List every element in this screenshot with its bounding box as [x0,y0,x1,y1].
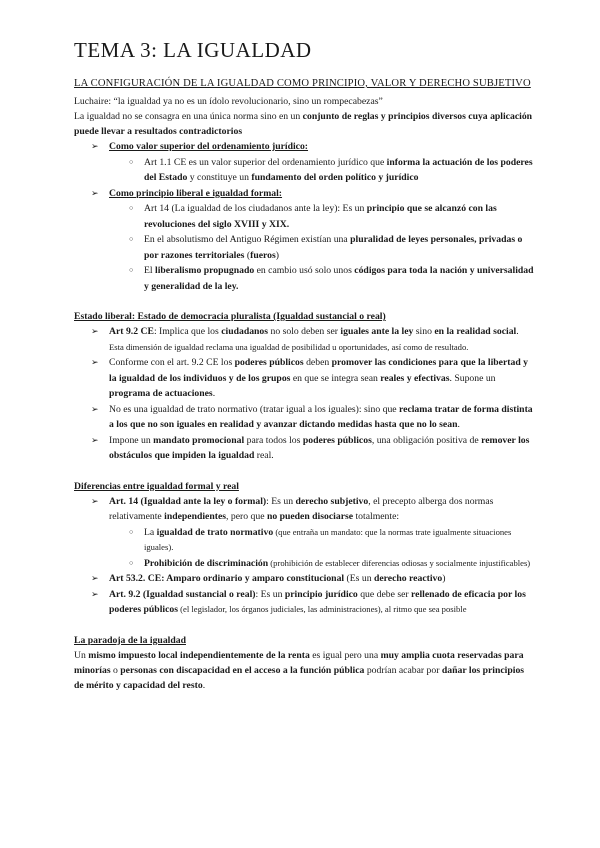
list-item: ○ La igualdad de trato normativo (que entraña un mandato: que la normas trate igualmente situaciones iguales). [129,526,512,552]
list-item: ○ Art 1.1 CE es un valor superior del ordenamiento jurídico que informa la actuación de los poderes del Estado y constituye un fundamento del orden político y jurídico [129,156,533,183]
list-item: ➢ Art. 14 (Igualdad ante la ley o formal): Es un derecho subjetivo, el precepto alberga dos normas relativamente independientes, pero que no pueden disociarse totalmente: [91,495,494,522]
circle-bullet-icon: ○ [129,266,134,274]
circle-bullet-icon: ○ [129,558,134,567]
arrow-bullet-icon: ➢ [91,434,99,445]
page-title: TEMA 3: LA IGUALDAD [74,38,312,62]
list-item: ➢ Art. 9.2 (Igualdad sustancial o real): Es un principio jurídico que debe ser rellenado de eficacia por los poderes públicos (el legislador, los órganos judiciales, las administraciones), al ritmo que sea posible [91,588,526,615]
list-item: ○ Prohibición de discriminación (prohibición de establecer diferencias odiosas y socialmente injustificables) [74,556,534,572]
list-item: ➢ Impone un mandato promocional para todos los poderes públicos, una obligación positiva de remover los obstáculos que impiden la igualdad real. [91,434,530,461]
arrow-bullet-icon: ➢ [91,495,99,506]
circle-bullet-icon: ○ [129,527,134,536]
list-item: ➢ Como valor superior del ordenamiento jurídico: [74,139,534,155]
list-item: ➢ Art 53.2. CE: Amparo ordinario y amparo constitucional (Es un derecho reactivo) [74,571,534,587]
document-page [74,38,534,693]
paradox-paragraph: Un mismo impuesto local independientemente de la renta es igual pero una muy amplia cuota reservadas para minorías o personas con discapacidad en el acceso a la función pública podrían acabar por dañar los principios de mérito y capacidad del resto. [74,649,525,691]
intro-paragraph: La igualdad no se consagra en una única norma sino en un conjunto de reglas y principios diversos cuya aplicación puede llevar a resultados contradictorios [74,111,533,137]
subtitle: LA CONFIGURACIÓN DE LA IGUALDAD COMO PRINCIPIO, VALOR Y DERECHO SUBJETIVO [74,78,531,89]
list-item: ○ Art 14 (La igualdad de los ciudadanos ante la ley): Es un principio que se alcanzó con las revoluciones del siglo XVIII y XIX. [129,203,497,230]
section2-list [74,324,534,464]
section-heading: Diferencias entre igualdad formal y real [74,480,239,492]
arrow-bullet-icon: ➢ [91,573,99,583]
list-item: ○ En el absolutismo del Antiguo Régimen existían una pluralidad de leyes personales, privadas o por razones territoriales (fueros) [129,234,523,261]
arrow-bullet-icon: ➢ [91,357,99,367]
list-item: ➢ Art 9.2 CE: Implica que los ciudadanos no solo deben ser iguales ante la ley sino en la realidad social. Esta dimensión de igualdad reclama una igualdad de posibilidad u oportunidades, así como de resultado. [91,326,519,352]
section-heading: Estado liberal: Estado de democracia pluralista (Igualdad sustancial o real) [74,311,386,322]
quote: Luchaire: “la igualdad ya no es un ídolo revolucionario, sino un rompecabezas” [74,96,383,107]
circle-bullet-icon: ○ [129,157,134,166]
list-item: ➢ Como principio liberal e igualdad formal: [74,186,534,202]
arrow-bullet-icon: ➢ [91,187,99,198]
arrow-bullet-icon: ➢ [91,403,99,414]
circle-bullet-icon: ○ [129,235,134,243]
section1-list [74,139,534,294]
list-item: ➢ Conforme con el art. 9.2 CE los poderes públicos deben promover las condiciones para que la libertad y la igualdad de los individuos y de los grupos en que se integra sean reales y efectivas. Supone un programa de actuaciones. [91,357,528,399]
section3-list [74,494,534,618]
circle-bullet-icon: ○ [129,204,134,212]
list-item: ➢ No es una igualdad de trato normativo (tratar igual a los iguales): sino que reclama tratar de forma distinta a los que no son iguales en realidad y avanzar dictando medidas hasta que no lo sean. [91,403,533,430]
section-heading: La paradoja de la igualdad [74,634,186,646]
arrow-bullet-icon: ➢ [91,326,99,336]
list-item: ○ El liberalismo propugnado en cambio usó solo unos códigos para toda la nación y universalidad y generalidad de la ley. [129,265,534,292]
arrow-bullet-icon: ➢ [91,141,99,151]
arrow-bullet-icon: ➢ [91,588,99,599]
